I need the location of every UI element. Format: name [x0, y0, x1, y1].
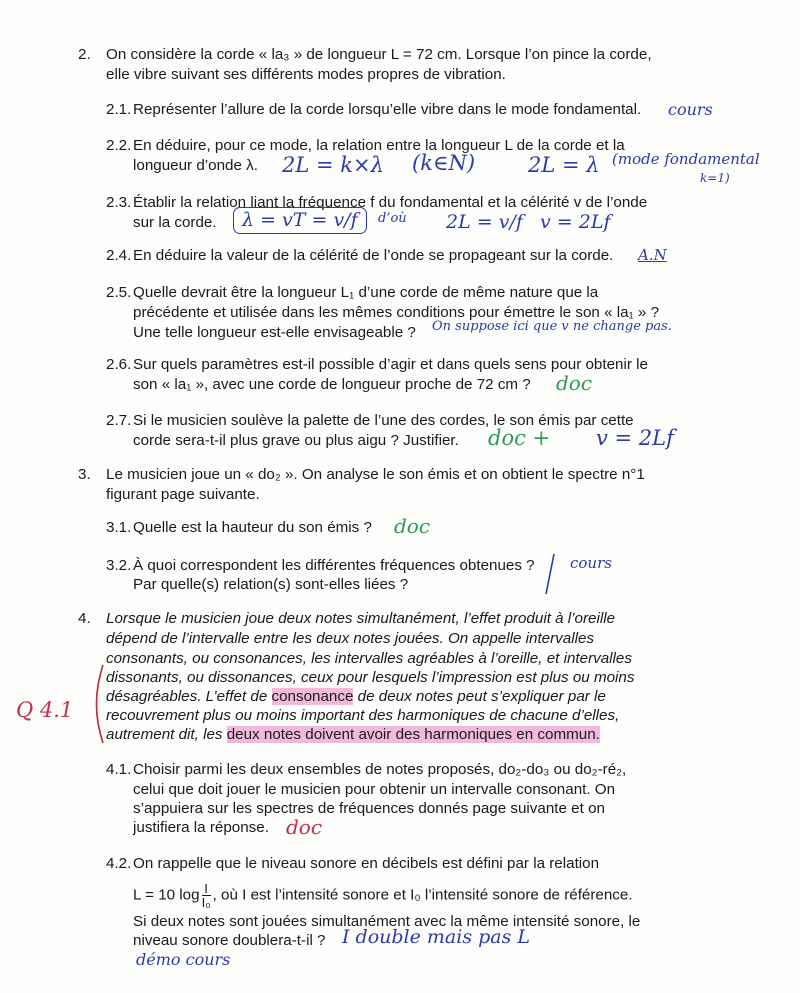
q2-5-line-2: précédente et utilisée dans les mêmes conditions pour émettre le son « la₁ » ? — [133, 304, 660, 321]
highlight-consonance: consonance — [271, 688, 354, 705]
q2-2-number: 2.2. — [106, 137, 132, 154]
annotation-demo-4-2: démo cours — [136, 950, 231, 969]
q2-3-line-1: Établir la relation liant la fréquence f du fondamental et la célérité v de l’onde — [133, 194, 648, 211]
q3-number: 3. — [78, 466, 91, 483]
q2-6-number: 2.6. — [106, 356, 132, 373]
q4-line-2: dépend de l’intervalle entre les deux notes jouées. On appelle intervalles — [106, 630, 595, 647]
q4-1-number: 4.1. — [106, 761, 132, 778]
q2-4-number: 2.4. — [106, 247, 132, 264]
annotation-an-2-4: A.N — [638, 246, 667, 264]
q4-line-5 — [106, 687, 606, 707]
q4-1-line-3: s’appuiera sur les spectres de fréquences donnés page suivante et on — [133, 800, 605, 817]
annotation-eq-2-2c: 2L = λ — [528, 153, 600, 177]
q4-line-5a: désagréables. L’effet de — [106, 688, 272, 705]
q3-1-number: 3.1. — [106, 519, 132, 536]
annotation-ans-4-2: I double mais pas L — [342, 926, 531, 948]
annotation-doc-4-1: doc — [286, 815, 323, 839]
q3-line-1: Le musicien joue un « do₂ ». On analyse le son émis et on obtient le spectre n°1 — [106, 466, 645, 483]
q4-line-5c: de deux notes peut s’expliquer par le — [353, 688, 606, 705]
q3-1-line-1: Quelle est la hauteur du son émis ? — [133, 519, 372, 536]
q2-7-number: 2.7. — [106, 412, 132, 429]
q2-line-2: elle vibre suivant ses différents modes propres de vibration. — [106, 66, 506, 83]
q2-7-line-1: Si le musicien soulève la palette de l’une des cordes, le son émis par cette — [133, 412, 634, 429]
q4-line-6: recouvrement plus ou moins important des harmoniques de chacune d’elles, — [106, 707, 620, 724]
annotation-q41-margin: Q 4.1 — [16, 698, 74, 722]
annotation-eq-2-2e: k=1) — [700, 171, 730, 185]
q2-line-1: On considère la corde « la₃ » de longueur L = 72 cm. Lorsque l’on pince la corde, — [106, 46, 652, 63]
formula-fraction — [202, 882, 211, 909]
annotation-eq-2-3a: λ = vT = v/f — [233, 207, 367, 234]
q4-1-line-1: Choisir parmi les deux ensembles de notes proposés, do₂-do₃ ou do₂-ré₂, — [133, 761, 627, 778]
q2-number: 2. — [78, 46, 91, 63]
annotation-eq-2-2a: 2L = k×λ — [282, 153, 384, 177]
annotation-doc-3-1: doc — [394, 514, 431, 538]
q2-5-line-3: Une telle longueur est-elle envisageable ? — [133, 324, 416, 341]
q2-6-line-2: son « la₁ », avec une corde de longueur proche de 72 cm ? — [133, 376, 531, 393]
q2-3-line-2: sur la corde. — [133, 214, 217, 231]
brace-mark — [540, 550, 560, 598]
q4-number: 4. — [78, 610, 91, 627]
annotation-cours-3-2: cours — [570, 554, 612, 572]
annotation-eq-2-3b: d’où — [378, 211, 407, 226]
q2-1-number: 2.1. — [106, 101, 132, 118]
q2-4-line-1: En déduire la valeur de la célérité de l’onde se propageant sur la corde. — [133, 247, 614, 264]
q4-2-line-2 — [133, 882, 633, 909]
q3-2-number: 3.2. — [106, 557, 132, 574]
q4-line-7 — [106, 725, 600, 745]
q4-line-4: dissonants, ou dissonances, ceux pour lesquels l’impression est plus ou moins — [106, 669, 635, 686]
annotation-note-2-5: On suppose ici que v ne change pas. — [432, 319, 672, 334]
q4-2-line-2b: , où I est l’intensité sonore et I₀ l’intensité sonore de référence. — [212, 886, 633, 904]
q2-7-line-2: corde sera-t-il plus grave ou plus aigu ? Justifier. — [133, 432, 459, 449]
q4-2-line-3: Si deux notes sont jouées simultanément avec la même intensité sonore, le — [133, 913, 641, 930]
q2-3-number: 2.3. — [106, 194, 132, 211]
q2-1-line-1: Représenter l’allure de la corde lorsqu’elle vibre dans le mode fondamental. — [133, 101, 642, 118]
annotation-doc-2-7: doc + — [488, 426, 551, 450]
q3-2-line-1: À quoi correspondent les différentes fréquences obtenues ? — [133, 557, 535, 574]
q2-2-line-1: En déduire, pour ce mode, la relation entre la longueur L de la corde et la — [133, 137, 625, 154]
q2-6-line-1: Sur quels paramètres est-il possible d’agir et dans quels sens pour obtenir le — [133, 356, 648, 373]
formula-numerator: I — [202, 882, 211, 896]
q4-2-number: 4.2. — [106, 855, 132, 872]
q4-line-7a: autrement dit, les — [106, 726, 227, 743]
q4-line-3: consonants, ou consonances, les intervalles agréables à l’oreille, et intervalles — [106, 650, 632, 667]
highlight-harmoniques: deux notes doivent avoir des harmoniques en commun. — [226, 726, 600, 743]
q3-2-line-2: Par quelle(s) relation(s) sont-elles liées ? — [133, 576, 409, 593]
q4-1-line-2: celui que doit jouer le musicien pour obtenir un intervalle consonant. On — [133, 781, 616, 798]
annotation-eq-2-2b: (k∈N) — [412, 151, 476, 175]
q4-line-1: Lorsque le musicien joue deux notes simultanément, l’effet produit à l’oreille — [106, 610, 616, 627]
annotation-eq-2-7: v = 2Lf — [596, 426, 674, 450]
annotation-eq-2-3d: v = 2Lf — [540, 211, 611, 233]
q2-5-line-1: Quelle devrait être la longueur L₁ d’une corde de même nature que la — [133, 284, 599, 301]
formula-denominator: I₀ — [201, 895, 211, 910]
annotation-cours-2-1: cours — [668, 100, 713, 119]
q4-1-line-4: justifiera la réponse. — [133, 819, 269, 836]
q4-2-line-4: niveau sonore doublera-t-il ? — [133, 932, 326, 949]
formula-lhs: L = 10 log — [133, 886, 200, 904]
margin-bracket — [88, 662, 106, 746]
q2-2-line-2: longueur d’onde λ. — [133, 157, 258, 174]
annotation-eq-2-2d: (mode fondamental — [612, 150, 760, 168]
q2-5-number: 2.5. — [106, 284, 132, 301]
q4-2-line-1: On rappelle que le niveau sonore en décibels est défini par la relation — [133, 855, 600, 872]
q3-line-2: figurant page suivante. — [106, 486, 260, 503]
annotation-eq-2-3c: 2L = v/f — [446, 211, 523, 233]
annotation-doc-2-6: doc — [556, 371, 593, 395]
